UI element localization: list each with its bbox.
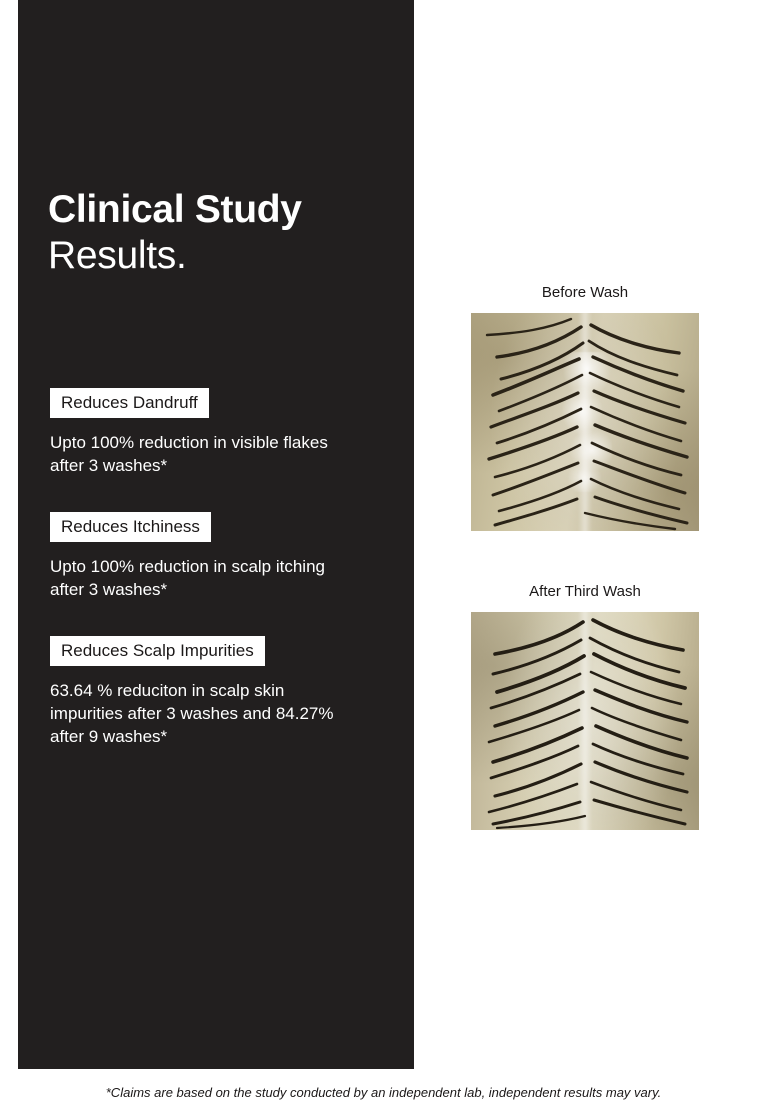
hair-strands-icon <box>471 612 699 830</box>
footer-disclaimer: *Claims are based on the study conducted by an independent lab, independent results may vary. <box>105 1085 662 1100</box>
hair-strands-icon <box>471 313 699 531</box>
photo-block-before-wash <box>471 284 699 531</box>
claim-chip-itchiness: Reduces Itchiness <box>50 512 211 542</box>
claim-body-itchiness: Upto 100% reduction in scalp itching after 3 washes* <box>50 556 325 599</box>
claims-list <box>50 388 390 749</box>
page-title <box>48 188 378 277</box>
claim-item-itchiness <box>50 512 390 602</box>
page-title-line-1: Clinical Study <box>48 188 302 231</box>
photo-caption-after-third-wash: After Third Wash <box>529 583 641 600</box>
scalp-photo-before-wash <box>471 313 699 531</box>
page-title-line-2: Results. <box>48 233 187 277</box>
claim-item-dandruff <box>50 388 390 478</box>
claim-body-dandruff: Upto 100% reduction in visible flakes after 3 washes* <box>50 433 328 475</box>
claim-chip-dandruff: Reduces Dandruff <box>50 388 209 418</box>
claim-chip-scalp-impurities: Reduces Scalp Impurities <box>50 636 265 666</box>
claim-body-scalp-impurities: 63.64 % reduciton in scalp skin impurities after 3 washes and 84.27% after 9 washes* <box>50 680 334 746</box>
claim-item-scalp-impurities <box>50 636 390 749</box>
photo-caption-before-wash: Before Wash <box>541 284 629 301</box>
scalp-photo-after-third-wash <box>471 612 699 830</box>
photo-block-after-third-wash <box>471 583 699 830</box>
